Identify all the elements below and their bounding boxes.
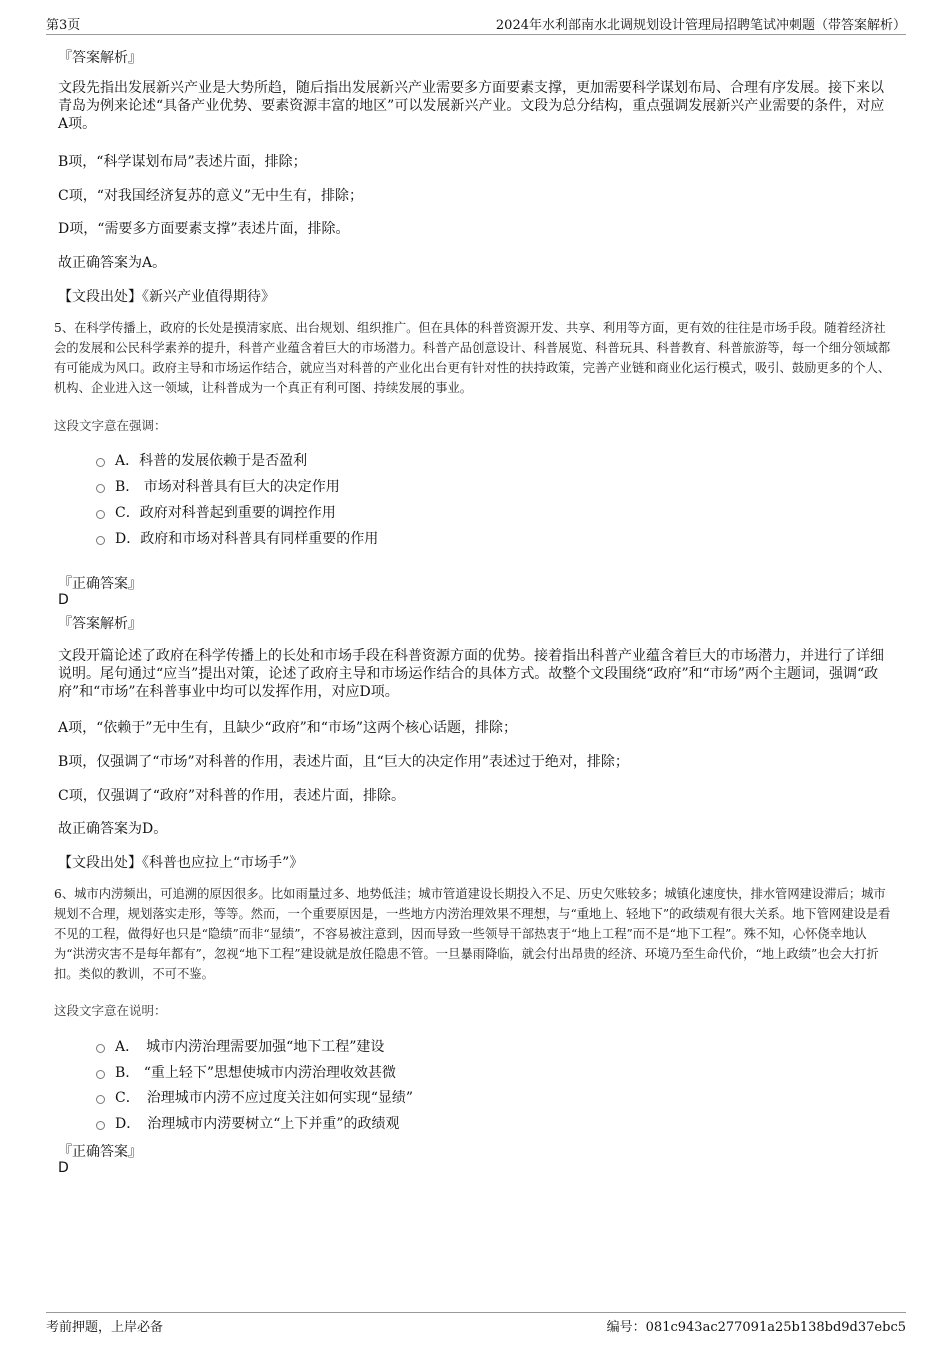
q5-analysis-text: 文段开篇论述了政府在科学传播上的长处和市场手段在科普资源方面的优势。接着指出科普产业蕴含着巨大的市场潜力，并进行了详细说明。尾句通过“应当”提出对策，论述了政府主导和市场运作结合的具体方式。故整个文段围绕“政府”和“市场”两个主题词，强调“政府”和“市场”在科普事业中均可以发挥作用，对应D项。 xyxy=(58,648,884,700)
document-title: 2024年水利部南水北调规划设计管理局招聘笔试冲刺题（带答案解析） xyxy=(495,18,906,33)
footer-slogan: 考前押题，上岸必备 xyxy=(46,1320,164,1335)
q4-analysis-label: 『答案解析』 xyxy=(58,50,142,66)
q6-passage: 6、城市内涝频出，可追溯的原因很多。比如雨量过多、地势低洼；城市管道建设长期投入不足、历史欠账较多；城镇化速度快，排水管网建设滞后；城市规划不合理，规划落实走形，等等。然而，一个重要原因是，一些地方内涝治理效果不理想，与“重地上、轻地下”的政绩观有很大关系。地下管网建设是看不见的工程，做得好也只是“隐绩”而非“显绩”，不容易被注意到，因而导致一些领导干部热衷于“地上工程”而不是“地下工程”。殊不知，心怀侥幸地认为“洪涝灾害不是每年都有”，忽视“地下工程”建设就是放任隐患不管。一旦暴雨降临，就会付出昂贵的经济、环境乃至生命代价，“地上政绩”也会大打折扣。类似的教训，不可不鉴。 xyxy=(54,887,891,981)
page-footer xyxy=(46,1312,906,1336)
q6-option-b[interactable] xyxy=(96,1062,396,1082)
q5-option-d[interactable] xyxy=(96,528,378,548)
q5-option-a[interactable] xyxy=(96,450,307,470)
option-label: C． 治理城市内涝不应过度关注如何实现“显绩” xyxy=(115,1090,414,1106)
q6-option-a[interactable] xyxy=(96,1036,384,1056)
radio-button[interactable] xyxy=(96,1070,105,1079)
option-label: D． 治理城市内涝要树立“上下并重”的政绩观 xyxy=(115,1116,400,1132)
q5-option-b-analysis: B项，仅强调了“市场”对科普的作用，表述片面，且“巨大的决定作用”表述过于绝对，排除； xyxy=(58,754,629,770)
q4-option-d-analysis: D项，“需要多方面要素支撑”表述片面，排除。 xyxy=(58,221,350,237)
q5-option-c[interactable] xyxy=(96,502,336,522)
q5-option-c-analysis: C项，仅强调了“政府”对科普的作用，表述片面，排除。 xyxy=(58,788,406,804)
radio-button[interactable] xyxy=(96,458,105,467)
radio-button[interactable] xyxy=(96,1121,105,1130)
q5-analysis-label: 『答案解析』 xyxy=(58,616,142,632)
page-header xyxy=(46,14,906,35)
radio-button[interactable] xyxy=(96,536,105,545)
q4-option-b-analysis: B项，“科学谋划布局”表述片面，排除； xyxy=(58,154,307,170)
q4-analysis-text: 文段先指出发展新兴产业是大势所趋，随后指出发展新兴产业需要多方面要素支撑，更加需要科学谋划布局、合理有序发展。接下来以青岛为例来论述“具备产业优势、要素资源丰富的地区”可以发展新兴产业。文段为总分结构，重点强调发展新兴产业需要的条件，对应A项。 xyxy=(58,80,885,132)
q5-answer-label: 『正确答案』 xyxy=(58,576,142,592)
q6-option-d[interactable] xyxy=(96,1113,400,1133)
q5-passage: 5、在科学传播上，政府的长处是摸清家底、出台规划、组织推广。但在具体的科普资源开发、共享、利用等方面，更有效的往往是市场手段。随着经济社会的发展和公民科学素养的提升，科普产业蕴含着巨大的市场潜力。科普产品创意设计、科普展览、科普玩具、科普教育、科普旅游等，每一个细分领域都有可能成为风口。政府主导和市场运作结合，就应当对科普的产业化出台更有针对性的扶持政策，完善产业链和商业化运行模式，吸引、鼓励更多的个人、机构、企业进入这一领域，让科普成为一个真正有利可图、持续发展的事业。 xyxy=(54,321,891,395)
option-label: A． 城市内涝治理需要加强“地下工程”建设 xyxy=(115,1039,385,1055)
option-label: C．政府对科普起到重要的调控作用 xyxy=(115,505,336,521)
radio-button[interactable] xyxy=(96,1044,105,1053)
option-label: B. 市场对科普具有巨大的决定作用 xyxy=(115,479,340,495)
q6-answer: D xyxy=(58,1160,69,1176)
radio-button[interactable] xyxy=(96,1095,105,1104)
option-label: D．政府和市场对科普具有同样重要的作用 xyxy=(115,531,379,547)
page-number: 第3页 xyxy=(46,18,81,33)
document-id: 编号：081c943ac277091a25b138bd9d37ebc5 xyxy=(606,1320,906,1335)
q4-source: 【文段出处】《新兴产业值得期待》 xyxy=(58,289,275,305)
q5-option-b[interactable] xyxy=(96,476,340,496)
q6-option-c[interactable] xyxy=(96,1087,413,1107)
q4-conclusion: 故正确答案为A。 xyxy=(58,255,167,271)
q6-answer-label: 『正确答案』 xyxy=(58,1144,142,1160)
q5-conclusion: 故正确答案为D。 xyxy=(58,821,168,837)
q6-prompt: 这段文字意在说明： xyxy=(54,1003,167,1018)
radio-button[interactable] xyxy=(96,484,105,493)
q5-answer: D xyxy=(58,592,69,608)
q5-prompt: 这段文字意在强调： xyxy=(54,418,167,433)
option-label: B. “重上轻下”思想使城市内涝治理收效甚微 xyxy=(115,1065,397,1081)
q5-source: 【文段出处】《科普也应拉上“市场手”》 xyxy=(58,855,304,871)
q4-option-c-analysis: C项，“对我国经济复苏的意义”无中生有，排除； xyxy=(58,188,364,204)
radio-button[interactable] xyxy=(96,510,105,519)
option-label: A．科普的发展依赖于是否盈利 xyxy=(115,453,308,469)
q5-option-a-analysis: A项，“依赖于”无中生有，且缺少“政府”和“市场”这两个核心话题，排除； xyxy=(58,720,518,736)
